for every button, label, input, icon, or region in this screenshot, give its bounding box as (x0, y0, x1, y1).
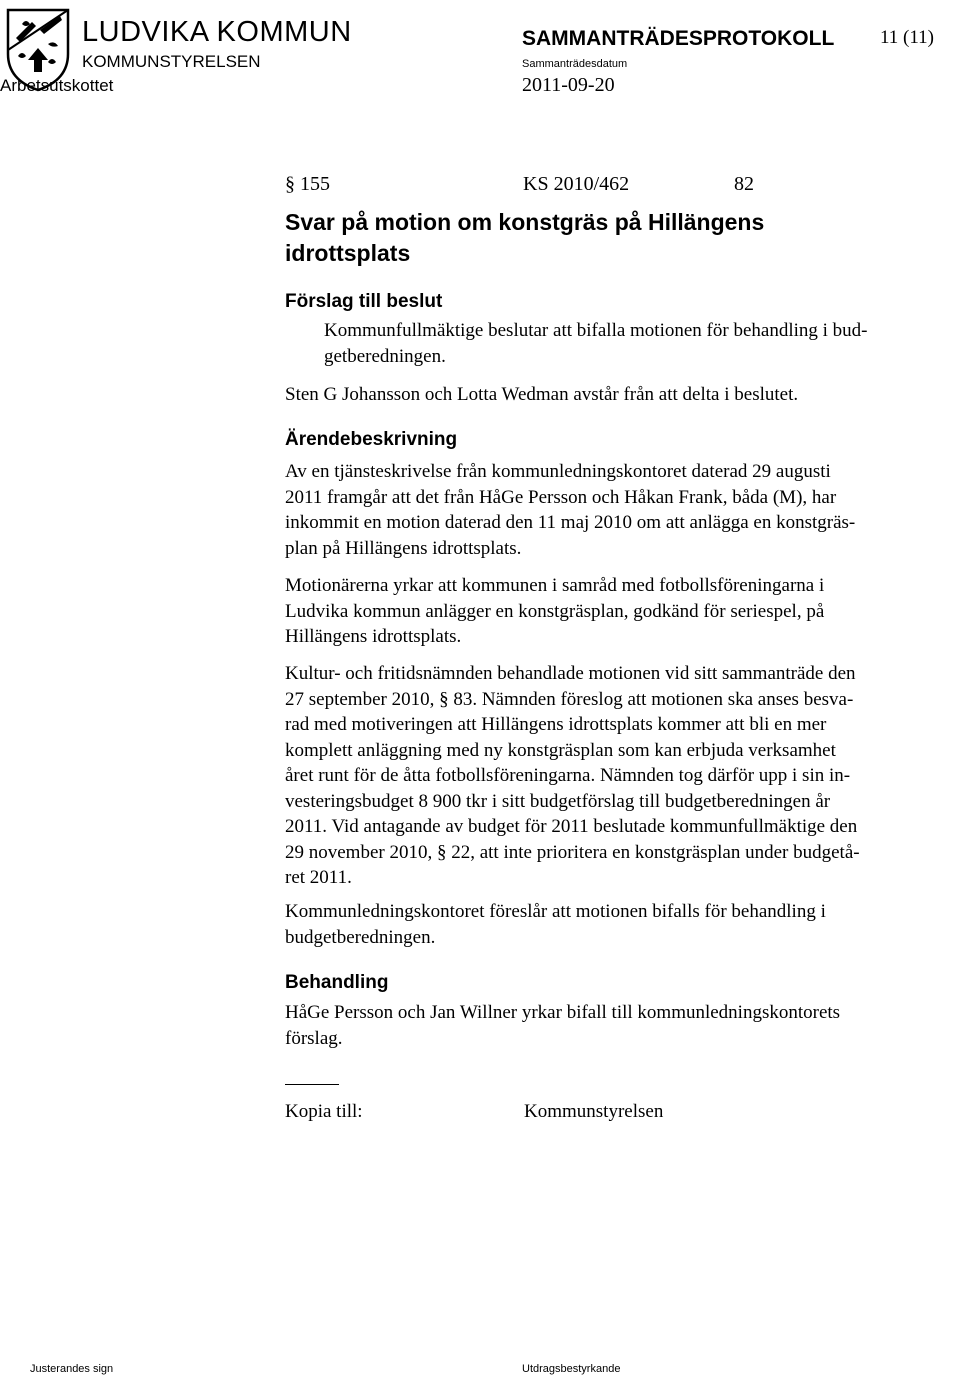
arende-paragraph-3 (285, 661, 930, 891)
text-line: förslag. (285, 1027, 343, 1049)
text-line: Kommunfullmäktige beslutar att bifalla motionen för behandling i bud- (324, 320, 868, 341)
text-line: 29 november 2010, § 22, att inte prioritera en konstgräsplan under budgetå- (285, 841, 860, 863)
text-line: Kultur- och fritidsnämnden behandlade motionen vid sitt sammanträde den (285, 663, 856, 684)
title-line-2: idrottsplats (285, 240, 411, 266)
behandling-paragraph (285, 1000, 930, 1051)
section-line (285, 173, 754, 195)
copy-label: Kopia till: (285, 1101, 363, 1122)
footer-certification-label: Utdragsbestyrkande (522, 1363, 621, 1375)
text-line: året runt för de åtta fotbollsföreningarna. Nämnden tog därför upp i sin in- (285, 765, 851, 786)
text-line: inkommit en motion daterad den 11 maj 2010 om att anlägga en konstgräs- (285, 512, 856, 533)
org-subtitle: KOMMUNSTYRELSEN (82, 52, 261, 71)
copy-recipient: Kommunstyrelsen (524, 1101, 664, 1122)
text-line: ret 2011. (285, 867, 352, 888)
text-line: budgetberedningen. (285, 926, 436, 948)
heading-behandling: Behandling (285, 972, 389, 993)
arende-paragraph-2 (285, 573, 930, 650)
org-name: LUDVIKA KOMMUN (82, 16, 352, 48)
sub-number: 82 (734, 173, 754, 195)
paragraph-number: § 155 (285, 173, 330, 195)
heading-arendebeskrivning: Ärendebeskrivning (285, 429, 458, 450)
text-line: getberedningen. (324, 345, 446, 367)
text-line: vesteringsbudget 8 900 tkr i sitt budgetförslag till budgetberedningen år (285, 790, 831, 812)
text-line: 2011. Vid antagande av budget för 2011 beslutade kommunfullmäktige den (285, 816, 858, 837)
meeting-date: 2011-09-20 (522, 74, 615, 96)
text-line: Motionärerna yrkar att kommunen i samråd med fotbollsföreningarna i (285, 575, 825, 596)
text-line: 27 september 2010, § 83. Nämnden föreslog att motionen ska anses besva- (285, 688, 854, 710)
heading-forslag: Förslag till beslut (285, 291, 443, 312)
page-number: 11 (11) (880, 27, 934, 48)
arende-paragraph-4 (285, 899, 930, 950)
text-line: Kommunledningskontoret föreslår att motionen bifalls för behandling i (285, 901, 826, 922)
abstain-note (285, 382, 930, 408)
text-line: rad med motiveringen att Hillängens idrottsplats kommer att bli en mer (285, 714, 827, 735)
text-line: plan på Hillängens idrottsplats. (285, 537, 522, 559)
footer-signature-label: Justerandes sign (30, 1363, 114, 1375)
text-line: 2011 framgår att det från HåGe Persson och Håkan Frank, båda (M), har (285, 486, 837, 508)
text-line: Ludvika kommun anlägger en konstgräsplan, godkänd för seriespel, på (285, 600, 825, 622)
department: Arbetsutskottet (0, 76, 114, 95)
text-line: komplett anläggning med ny konstgräsplan som kan erbjuda verksamhet (285, 739, 836, 761)
divider (285, 1084, 339, 1085)
text-line: Hillängens idrottsplats. (285, 626, 462, 647)
text-line: Sten G Johansson och Lotta Wedman avstår från att delta i beslutet. (285, 384, 799, 405)
title-line-1: Svar på motion om konstgräs på Hillängens (285, 209, 765, 235)
date-label: Sammanträdesdatum (522, 58, 628, 70)
case-number: KS 2010/462 (523, 173, 630, 195)
text-line: HåGe Persson och Jan Willner yrkar bifall till kommunledningskontorets (285, 1002, 841, 1023)
arende-paragraph-1 (285, 459, 930, 561)
document-type: SAMMANTRÄDESPROTOKOLL (522, 27, 835, 50)
forslag-paragraph (324, 318, 944, 369)
text-line: Av en tjänsteskrivelse från kommunledningskontoret daterad 29 augusti (285, 461, 831, 482)
